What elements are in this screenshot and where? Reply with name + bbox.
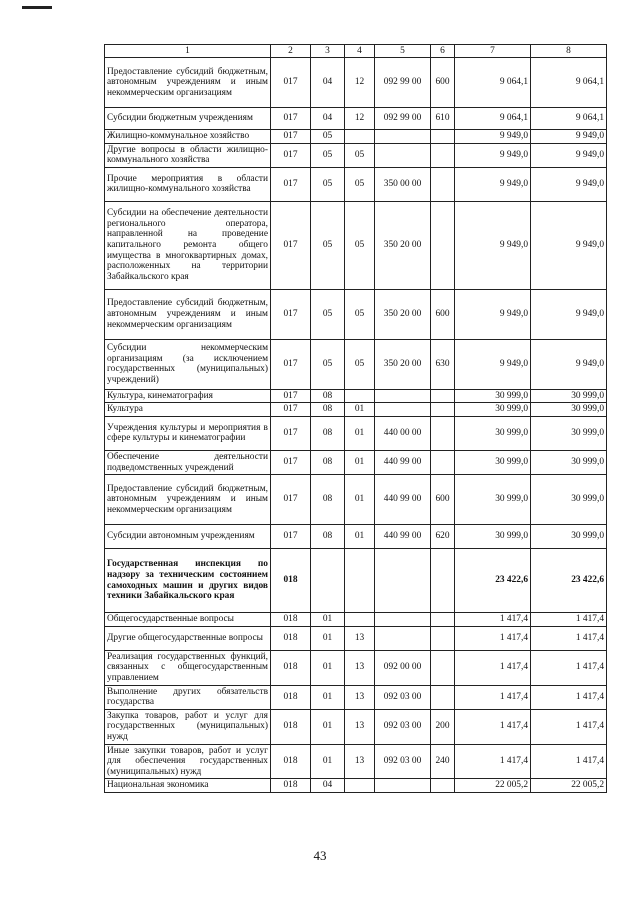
row-ministry-code: 018 (271, 685, 311, 709)
row-target-article: 350 20 00 (375, 201, 431, 289)
row-target-article: 092 03 00 (375, 685, 431, 709)
row-amount-1: 1 417,4 (455, 744, 531, 779)
row-subsection-code: 01 (345, 525, 375, 549)
row-expense-type: 600 (431, 475, 455, 525)
row-target-article: 440 99 00 (375, 525, 431, 549)
row-name: Обеспечение деятельности подведомственных учреждений (105, 450, 271, 474)
table-row (105, 450, 607, 474)
row-amount-1: 30 999,0 (455, 450, 531, 474)
row-subsection-code: 05 (345, 143, 375, 167)
row-expense-type (431, 143, 455, 167)
row-amount-1: 9 949,0 (455, 167, 531, 201)
row-ministry-code: 017 (271, 143, 311, 167)
row-name: Жилищно-коммунальное хозяйство (105, 130, 271, 144)
row-name: Другие общегосударственные вопросы (105, 626, 271, 650)
row-expense-type (431, 201, 455, 289)
table-row (105, 289, 607, 339)
row-section-code: 08 (311, 475, 345, 525)
row-target-article: 350 20 00 (375, 339, 431, 389)
row-ministry-code: 017 (271, 403, 311, 417)
row-section-code: 01 (311, 744, 345, 779)
row-expense-type (431, 779, 455, 793)
row-name: Культура (105, 403, 271, 417)
row-section-code: 08 (311, 389, 345, 403)
row-target-article: 092 00 00 (375, 650, 431, 685)
row-name: Субсидии на обеспечение деятельности регионального оператора, направленной на проведение капитального ремонта общего имущества в многоквартирных домах, расположенных на территории Забайкальского края (105, 201, 271, 289)
row-subsection-code: 01 (345, 403, 375, 417)
row-section-code: 01 (311, 685, 345, 709)
row-target-article: 092 03 00 (375, 709, 431, 744)
row-expense-type (431, 549, 455, 613)
row-amount-1: 9 949,0 (455, 339, 531, 389)
row-expense-type: 620 (431, 525, 455, 549)
row-amount-2: 9 949,0 (531, 289, 607, 339)
row-section-code: 08 (311, 525, 345, 549)
row-section-code: 05 (311, 167, 345, 201)
row-amount-2: 9 949,0 (531, 143, 607, 167)
row-amount-2: 1 417,4 (531, 613, 607, 627)
row-amount-2: 30 999,0 (531, 475, 607, 525)
row-expense-type: 630 (431, 339, 455, 389)
row-amount-1: 9 949,0 (455, 143, 531, 167)
row-ministry-code: 018 (271, 650, 311, 685)
row-section-code: 01 (311, 626, 345, 650)
row-amount-1: 9 949,0 (455, 201, 531, 289)
row-expense-type (431, 650, 455, 685)
row-amount-1: 23 422,6 (455, 549, 531, 613)
row-amount-2: 9 064,1 (531, 108, 607, 130)
row-target-article: 092 99 00 (375, 108, 431, 130)
row-ministry-code: 018 (271, 549, 311, 613)
row-ministry-code: 017 (271, 389, 311, 403)
header-cell: 2 (271, 45, 311, 58)
row-amount-2: 30 999,0 (531, 389, 607, 403)
row-amount-2: 9 949,0 (531, 339, 607, 389)
row-subsection-code: 01 (345, 416, 375, 450)
row-amount-2: 1 417,4 (531, 709, 607, 744)
row-amount-1: 1 417,4 (455, 709, 531, 744)
row-target-article: 350 00 00 (375, 167, 431, 201)
row-subsection-code: 01 (345, 475, 375, 525)
header-cell: 4 (345, 45, 375, 58)
row-amount-1: 1 417,4 (455, 685, 531, 709)
row-target-article (375, 403, 431, 417)
row-name: Прочие мероприятия в области жилищно-коммунального хозяйства (105, 167, 271, 201)
row-subsection-code: 13 (345, 626, 375, 650)
row-amount-2: 30 999,0 (531, 525, 607, 549)
row-expense-type (431, 450, 455, 474)
row-ministry-code: 018 (271, 744, 311, 779)
row-amount-1: 1 417,4 (455, 626, 531, 650)
row-amount-1: 30 999,0 (455, 525, 531, 549)
row-name: Предоставление субсидий бюджетным, автономным учреждениям и иным некоммерческим организациям (105, 58, 271, 108)
row-subsection-code: 01 (345, 450, 375, 474)
row-ministry-code: 017 (271, 167, 311, 201)
row-expense-type (431, 613, 455, 627)
table-row (105, 650, 607, 685)
row-name: Иные закупки товаров, работ и услуг для обеспечения государственных (муниципальных) нужд (105, 744, 271, 779)
row-amount-2: 30 999,0 (531, 450, 607, 474)
row-name: Субсидии автономным учреждениям (105, 525, 271, 549)
row-expense-type (431, 167, 455, 201)
row-name: Культура, кинематография (105, 389, 271, 403)
row-ministry-code: 018 (271, 779, 311, 793)
row-expense-type (431, 403, 455, 417)
table-row (105, 709, 607, 744)
row-subsection-code (345, 389, 375, 403)
row-target-article (375, 626, 431, 650)
row-target-article: 440 99 00 (375, 450, 431, 474)
row-amount-2: 23 422,6 (531, 549, 607, 613)
row-name: Государственная инспекция по надзору за техническим состоянием самоходных машин и других видов техники Забайкальского края (105, 549, 271, 613)
row-section-code: 04 (311, 108, 345, 130)
row-expense-type (431, 626, 455, 650)
table-row (105, 201, 607, 289)
header-cell: 7 (455, 45, 531, 58)
corner-scan-mark (22, 6, 52, 9)
page-number: 43 (313, 848, 327, 863)
header-row (105, 45, 607, 58)
table-row (105, 58, 607, 108)
row-amount-2: 9 949,0 (531, 167, 607, 201)
row-ministry-code: 017 (271, 201, 311, 289)
row-subsection-code (345, 613, 375, 627)
row-amount-2: 1 417,4 (531, 685, 607, 709)
budget-table (104, 44, 607, 793)
row-expense-type: 610 (431, 108, 455, 130)
row-target-article (375, 130, 431, 144)
row-amount-2: 22 005,2 (531, 779, 607, 793)
row-subsection-code: 13 (345, 650, 375, 685)
row-section-code: 01 (311, 650, 345, 685)
row-amount-2: 9 949,0 (531, 130, 607, 144)
row-amount-1: 22 005,2 (455, 779, 531, 793)
table-row (105, 626, 607, 650)
row-subsection-code: 13 (345, 744, 375, 779)
row-amount-2: 1 417,4 (531, 650, 607, 685)
row-target-article (375, 549, 431, 613)
row-section-code: 08 (311, 450, 345, 474)
table-row (105, 475, 607, 525)
row-subsection-code (345, 130, 375, 144)
table-row (105, 108, 607, 130)
row-amount-1: 1 417,4 (455, 650, 531, 685)
row-section-code: 08 (311, 416, 345, 450)
row-ministry-code: 017 (271, 108, 311, 130)
row-subsection-code: 13 (345, 685, 375, 709)
row-expense-type: 200 (431, 709, 455, 744)
header-cell: 1 (105, 45, 271, 58)
row-target-article: 440 99 00 (375, 475, 431, 525)
row-ministry-code: 017 (271, 450, 311, 474)
table-row (105, 130, 607, 144)
row-subsection-code: 12 (345, 108, 375, 130)
row-ministry-code: 017 (271, 58, 311, 108)
header-cell: 8 (531, 45, 607, 58)
table-row (105, 416, 607, 450)
row-name: Общегосударственные вопросы (105, 613, 271, 627)
row-expense-type: 240 (431, 744, 455, 779)
row-subsection-code (345, 549, 375, 613)
row-subsection-code (345, 779, 375, 793)
row-subsection-code: 05 (345, 167, 375, 201)
table-row (105, 613, 607, 627)
row-target-article: 350 20 00 (375, 289, 431, 339)
row-ministry-code: 018 (271, 613, 311, 627)
table-row (105, 389, 607, 403)
row-section-code: 04 (311, 779, 345, 793)
header-cell: 3 (311, 45, 345, 58)
row-expense-type (431, 416, 455, 450)
row-section-code: 01 (311, 709, 345, 744)
row-target-article (375, 613, 431, 627)
row-name: Реализация государственных функций, связанных с общегосударственным управлением (105, 650, 271, 685)
row-ministry-code: 017 (271, 130, 311, 144)
row-amount-2: 30 999,0 (531, 416, 607, 450)
row-name: Закупка товаров, работ и услуг для государственных (муниципальных) нужд (105, 709, 271, 744)
row-target-article: 440 00 00 (375, 416, 431, 450)
row-subsection-code: 13 (345, 709, 375, 744)
row-target-article (375, 143, 431, 167)
row-name: Национальная экономика (105, 779, 271, 793)
row-expense-type (431, 389, 455, 403)
row-ministry-code: 017 (271, 289, 311, 339)
row-subsection-code: 12 (345, 58, 375, 108)
table-row (105, 744, 607, 779)
row-amount-1: 1 417,4 (455, 613, 531, 627)
row-amount-2: 9 949,0 (531, 201, 607, 289)
row-ministry-code: 018 (271, 709, 311, 744)
row-amount-1: 30 999,0 (455, 389, 531, 403)
row-ministry-code: 018 (271, 626, 311, 650)
row-expense-type: 600 (431, 289, 455, 339)
row-expense-type: 600 (431, 58, 455, 108)
row-subsection-code: 05 (345, 339, 375, 389)
row-ministry-code: 017 (271, 525, 311, 549)
row-subsection-code: 05 (345, 289, 375, 339)
row-amount-1: 9 949,0 (455, 130, 531, 144)
table-row (105, 779, 607, 793)
row-ministry-code: 017 (271, 416, 311, 450)
header-cell: 5 (375, 45, 431, 58)
row-section-code: 04 (311, 58, 345, 108)
row-target-article: 092 99 00 (375, 58, 431, 108)
table-row (105, 143, 607, 167)
row-subsection-code: 05 (345, 201, 375, 289)
table-row (105, 525, 607, 549)
table-row (105, 403, 607, 417)
row-amount-2: 9 064,1 (531, 58, 607, 108)
row-amount-1: 9 064,1 (455, 108, 531, 130)
row-amount-1: 30 999,0 (455, 475, 531, 525)
row-amount-1: 30 999,0 (455, 416, 531, 450)
row-amount-2: 1 417,4 (531, 626, 607, 650)
row-ministry-code: 017 (271, 475, 311, 525)
row-amount-2: 1 417,4 (531, 744, 607, 779)
table-row (105, 167, 607, 201)
row-name: Другие вопросы в области жилищно-коммунального хозяйства (105, 143, 271, 167)
row-name: Предоставление субсидий бюджетным, автономным учреждениям и иным некоммерческим организациям (105, 475, 271, 525)
row-name: Субсидии бюджетным учреждениям (105, 108, 271, 130)
table-row (105, 339, 607, 389)
row-amount-2: 30 999,0 (531, 403, 607, 417)
row-target-article (375, 779, 431, 793)
row-expense-type (431, 130, 455, 144)
row-ministry-code: 017 (271, 339, 311, 389)
row-name: Учреждения культуры и мероприятия в сфере культуры и кинематографии (105, 416, 271, 450)
header-cell: 6 (431, 45, 455, 58)
row-section-code: 01 (311, 613, 345, 627)
row-section-code: 05 (311, 130, 345, 144)
row-name: Предоставление субсидий бюджетным, автономным учреждениям и иным некоммерческим организациям (105, 289, 271, 339)
row-section-code: 05 (311, 339, 345, 389)
row-name: Выполнение других обязательств государства (105, 685, 271, 709)
row-section-code: 08 (311, 403, 345, 417)
row-name: Субсидии некоммерческим организациям (за исключением государственных (муниципальных) учреждений) (105, 339, 271, 389)
table-row (105, 549, 607, 613)
row-target-article (375, 389, 431, 403)
row-amount-1: 9 064,1 (455, 58, 531, 108)
row-expense-type (431, 685, 455, 709)
row-section-code: 05 (311, 201, 345, 289)
table-row (105, 685, 607, 709)
row-target-article: 092 03 00 (375, 744, 431, 779)
row-amount-1: 9 949,0 (455, 289, 531, 339)
row-section-code (311, 549, 345, 613)
row-section-code: 05 (311, 289, 345, 339)
row-amount-1: 30 999,0 (455, 403, 531, 417)
row-section-code: 05 (311, 143, 345, 167)
